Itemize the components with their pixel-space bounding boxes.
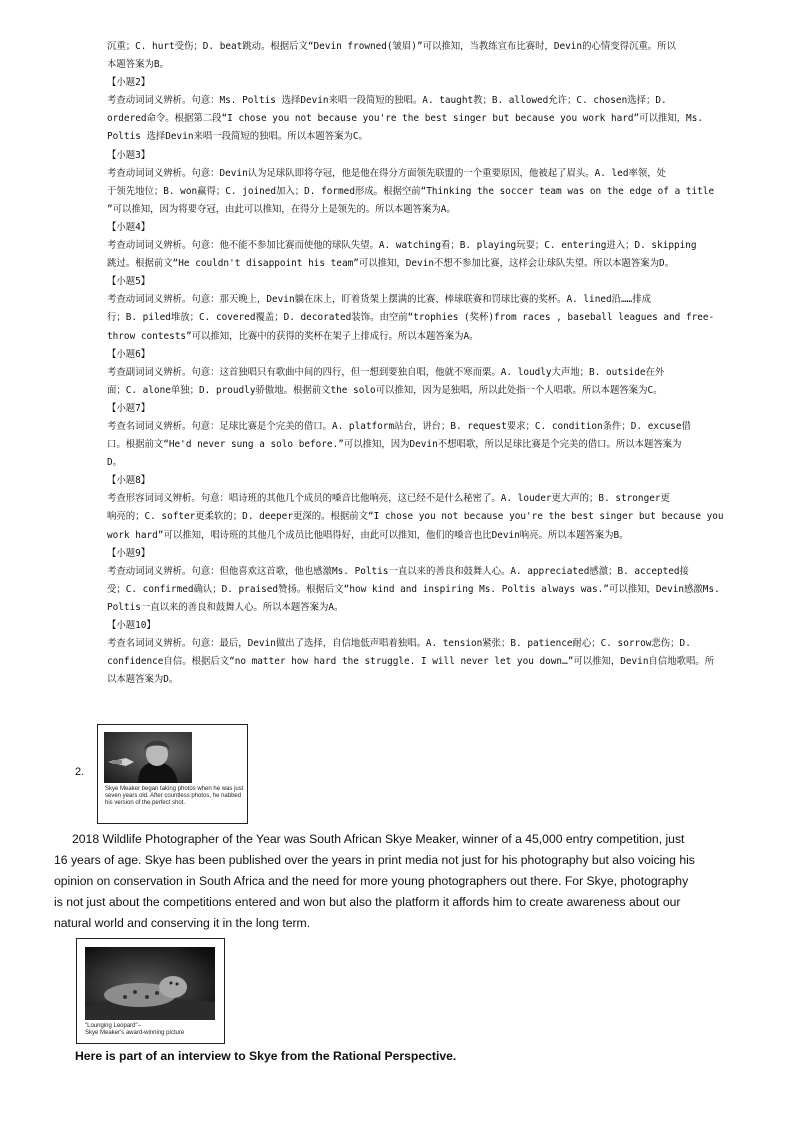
explanation-line: ”可以推知，因为将要夺冠，由此可以推知，在得分上是领先的。所以本题答案为A。 [107, 203, 456, 215]
photo-caption-leopard [85, 1023, 215, 1037]
sub-question-heading: 【小题3】 [107, 149, 151, 161]
sub-question-heading: 【小题2】 [107, 77, 151, 89]
photo-card-skye [97, 724, 248, 824]
explanation-line: 考查名词词义辨析。句意：足球比赛是个完美的借口。A. platform站台，讲台；B. request要求；C. condition条件；D. excuse借 [107, 420, 691, 432]
explanation-line: Poltis一直以来的善良和鼓舞人心。所以本题答案为A。 [107, 601, 344, 613]
explanation-line: 考查动词词义辨析。句意：他不能不参加比赛而使他的球队失望。A. watching看；B. playing玩耍；C. entering进入；D. skipping [107, 240, 697, 252]
explanation-line: 考查动词词义辨析。句意：那天晚上，Devin躺在床上，盯着货架上摆满的比赛、棒球联赛和罚球比赛的奖杯。A. lined沿……排成 [107, 294, 652, 306]
explanation-line: 本题答案为B。 [107, 59, 169, 71]
answer-explanations [107, 38, 727, 689]
explanation-line: D。 [107, 457, 123, 469]
explanation-line: ordered命令。根据第二段“I chose you not because you're the best singer but because you work hard”可以推知，Ms. [107, 113, 703, 125]
sub-question-heading: 【小题4】 [107, 221, 151, 233]
sub-question-heading: 【小题5】 [107, 276, 151, 288]
question-number: 2. [75, 766, 85, 778]
explanation-line: 行；B. piled堆放；C. covered覆盖；D. decorated装饰。由空前“trophies (奖杯)from races , baseball leagues and free- [107, 312, 715, 324]
explanation-line: 面；C. alone单独；D. proudly骄傲地。根据前文the solo可以推知，因为是独唱，所以此处指一个人唱歌。所以本题答案为C。 [107, 384, 663, 396]
photo-caption-leopard-line2: Skye Meaker's award-winning picture [85, 1030, 185, 1036]
interview-intro: Here is part of an interview to Skye from the Rational Perspective. [75, 1049, 457, 1063]
photo-skye-portrait [104, 732, 192, 783]
explanation-line: 考查副词词义辨析。句意：这首独唱只有歌曲中间的四行，但一想到要独自唱，他就不寒而栗。A. loudly大声地；B. outside在外 [107, 366, 665, 378]
paragraph-line: 2018 Wildlife Photographer of the Year was South African Skye Meaker, winner of a 45,000 entry competition, just [72, 832, 685, 846]
sub-question-heading: 【小题6】 [107, 348, 151, 360]
explanation-line: 考查动词词义辨析。句意：但他喜欢这首歌，他也感激Ms. Poltis一直以来的善良和鼓舞人心。A. appreciated感激；B. accepted接 [107, 565, 689, 577]
sub-question-heading: 【小题7】 [107, 402, 151, 414]
paragraph-line: natural world and conserving it in the long term. [54, 916, 311, 930]
paragraph-line: is not just about the competitions entered and won but also the platform it affords him to create awareness about our [54, 895, 681, 909]
photo-caption-skye: Skye Meaker began taking photos when he was just seven years old. After countless photos, he nabbed his version of the perfect shot. [105, 786, 244, 806]
sub-question-heading: 【小题9】 [107, 547, 151, 559]
explanation-line: 沉重；C. hurt受伤；D. beat跳动。根据后文“Devin frowned(皱眉)”可以推知，当教练宣布比赛时，Devin的心情变得沉重。所以 [107, 41, 676, 52]
explanation-line: 口。根据前文“He'd never sung a solo before.”可以推知，因为Devin不想唱歌，所以足球比赛是个完美的借口。所以本题答案为 [107, 439, 682, 451]
explanation-line: 考查形容词词义辨析。句意：唱诗班的其他几个成员的嗓音比他响亮，这已经不是什么秘密了。A. louder更大声的；B. stronger更 [107, 493, 670, 505]
explanation-line: 响亮的；C. softer更柔软的；D. deeper更深的。根据前文“I chose you not because you're the best singer but because you [107, 511, 724, 523]
explanation-line: 以本题答案为D。 [107, 674, 179, 686]
sub-question-heading: 【小题8】 [107, 475, 151, 487]
photo-card-leopard [76, 938, 225, 1044]
explanation-line: 考查动词词义辨析。句意：Devin认为足球队即将夺冠，他是他在得分方面领先联盟的一个重要原因，他被起了眉头。A. led率领，处 [107, 167, 666, 179]
explanation-line: 考查名词词义辨析。句意：最后，Devin做出了选择，自信地低声唱着独唱。A. tension紧张；B. patience耐心；C. sorrow悲伤；D. [107, 638, 691, 650]
sub-question-heading: 【小题10】 [107, 620, 156, 631]
photo-caption-leopard-line1: "Lounging Leopard"– [85, 1023, 141, 1029]
explanation-line: confidence自信。根据后文“no matter how hard the struggle. I will never let you down…”可以推知，Devin自信地歌唱。所 [107, 656, 715, 668]
photo-lounging-leopard [85, 947, 215, 1020]
explanation-line: Poltis 选择Devin来唱一段简短的独唱。所以本题答案为C。 [107, 131, 368, 143]
paragraph-line: opinion on conservation in South Africa and the need for more young photographers out there. For Skye, photography [54, 874, 689, 888]
explanation-line: 跳过。根据前文“He couldn't disappoint his team”可以推知，Devin不想不参加比赛，这样会让球队失望。所以本题答案为D。 [107, 258, 675, 270]
explanation-line: 于领先地位；B. won赢得；C. joined加入；D. formed形成。根据空前“Thinking the soccer team was on the edge of a title [107, 185, 715, 197]
paragraph-line: 16 years of age. Skye has been published over the years in print media not just for his photography but also voicing his [54, 853, 695, 867]
explanation-line: 受；C. confirmed确认；D. praised赞扬。根据后文“how kind and inspiring Ms. Poltis always was.”可以推知，Devin感激Ms. [107, 583, 720, 595]
intro-paragraph [54, 829, 744, 934]
explanation-line: work hard”可以推知，唱诗班的其他几个成员比他唱得好，由此可以推知，他们的嗓音也比Devin响亮。所以本题答案为B。 [107, 529, 629, 541]
explanation-line: 考查动词词义辨析。句意：Ms. Poltis 选择Devin来唱一段简短的独唱。A. taught教；B. allowed允许；C. chosen选择；D. [107, 95, 667, 107]
explanation-line: throw contests”可以推知，比赛中的获得的奖杯在架子上排成行。所以本题答案为A。 [107, 330, 479, 342]
